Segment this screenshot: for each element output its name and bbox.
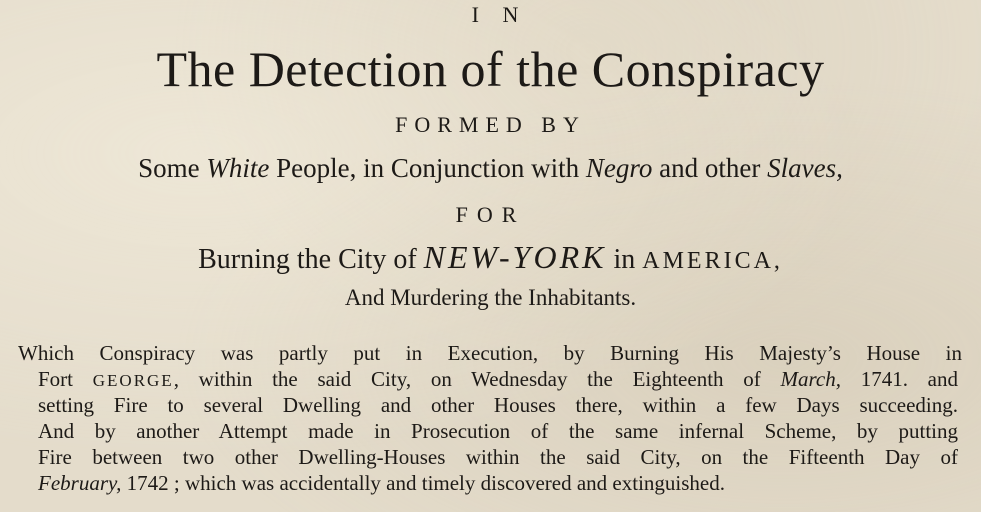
subtitle-part2: People, in Conjunction with bbox=[269, 153, 586, 183]
header-word: I N bbox=[471, 2, 528, 27]
america-name: AMERICA, bbox=[642, 248, 783, 274]
burning-part2: in bbox=[606, 244, 643, 275]
paragraph-line-6-b: 1742 ; which was accidentally and timely discovered and extinguished. bbox=[121, 471, 725, 495]
subtitle-part3: and other bbox=[652, 153, 768, 183]
paragraph-line-2-a: Fort bbox=[38, 367, 93, 391]
murdering-line: And Murdering the Inhabitants. bbox=[344, 285, 637, 310]
paragraph-line-6 bbox=[38, 471, 958, 495]
february-word: February, bbox=[38, 471, 122, 495]
subtitle-white: White bbox=[206, 153, 270, 183]
formed-by-line: FORMED BY bbox=[395, 112, 586, 137]
paragraph-line-4: And by another Attempt made in Prosecution of the same infernal Scheme, by putting bbox=[38, 419, 958, 443]
subtitle-slaves: Slaves, bbox=[767, 153, 843, 183]
subtitle-negro: Negro bbox=[585, 153, 653, 183]
paragraph-line-2-b: , within the said City, on Wednesday the Eighteenth of bbox=[173, 367, 781, 391]
paragraph-line-2-c: 1741. and bbox=[840, 367, 959, 391]
new-york-name: NEW-YORK bbox=[423, 239, 607, 275]
paragraph-line-5: Fire between two other Dwelling-Houses within the said City, on the Fifteenth Day of bbox=[38, 445, 958, 469]
march-word: March, bbox=[780, 367, 841, 391]
paragraph-line-1: Which Conspiracy was partly put in Execution, by Burning His Majesty’s House in bbox=[18, 341, 962, 365]
for-line: FOR bbox=[455, 202, 526, 227]
paragraph-line-2 bbox=[38, 367, 958, 393]
burning-part1: Burning the City of bbox=[198, 244, 424, 275]
paragraph-line-3: setting Fire to several Dwelling and other Houses there, within a few Days succeeding. bbox=[38, 393, 958, 417]
fort-george-name: GEORGE bbox=[92, 371, 174, 390]
subtitle-part1: Some bbox=[138, 153, 207, 183]
subtitle-line bbox=[0, 150, 981, 186]
main-title: The Detection of the Conspiracy bbox=[156, 41, 825, 97]
burning-line bbox=[0, 238, 981, 280]
